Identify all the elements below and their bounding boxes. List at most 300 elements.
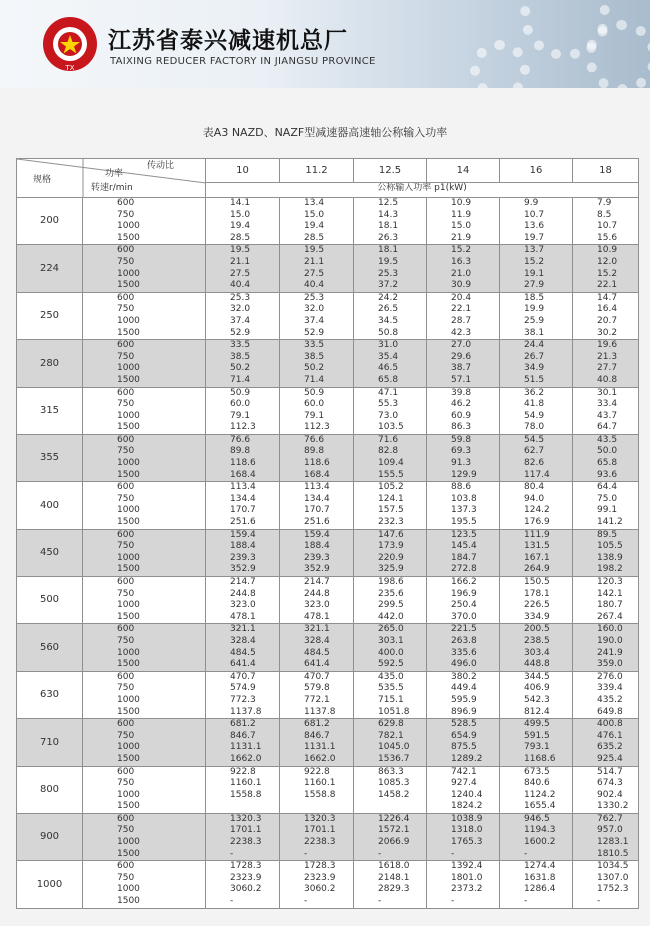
speed-value: 1500 [117, 611, 140, 622]
speed-value: 600 [117, 671, 135, 682]
power-value: 220.9 [378, 552, 404, 563]
power-value: 25.9 [524, 315, 545, 326]
power-value: 46.5 [378, 363, 399, 374]
power-value: 1137.8 [230, 706, 262, 717]
speed-value: 1000 [117, 505, 140, 516]
power-cell [280, 719, 354, 766]
power-cell [573, 861, 639, 908]
power-value: 82.6 [524, 458, 545, 469]
power-value: 25.3 [378, 268, 399, 279]
power-value: 76.6 [304, 434, 325, 445]
power-value: 238.5 [524, 635, 550, 646]
power-value: 514.7 [597, 766, 623, 777]
power-value: 21.0 [451, 268, 472, 279]
power-value: 2148.1 [378, 872, 410, 883]
power-value: 321.1 [304, 624, 330, 635]
power-cell [354, 292, 427, 339]
power-value: 3060.2 [230, 884, 262, 895]
power-value: 535.5 [378, 683, 404, 694]
table-row [17, 387, 639, 434]
power-value: 40.4 [230, 280, 251, 291]
power-value: 272.8 [451, 564, 477, 575]
power-value: 195.5 [451, 517, 477, 528]
size-cell: 630 [17, 671, 83, 718]
power-cell [206, 719, 280, 766]
power-value: 380.2 [451, 671, 477, 682]
power-cell [500, 577, 573, 624]
speed-value: 750 [117, 256, 135, 267]
power-value: 1131.1 [230, 742, 262, 753]
gear-decoration [585, 20, 650, 88]
power-value: 39.8 [451, 387, 472, 398]
size-cell: 355 [17, 434, 83, 481]
power-value: 159.4 [304, 529, 330, 540]
power-value: 1572.1 [378, 825, 410, 836]
power-cell [500, 719, 573, 766]
power-cell [280, 671, 354, 718]
power-value: 32.0 [230, 304, 251, 315]
power-value: 196.9 [451, 588, 477, 599]
speed-value: 750 [117, 872, 135, 883]
speed-value: 1000 [117, 458, 140, 469]
speed-value: 1500 [117, 280, 140, 291]
power-value: 52.9 [304, 327, 325, 338]
power-value: 35.4 [378, 351, 399, 362]
speed-value: 1000 [117, 742, 140, 753]
power-value: 654.9 [451, 730, 477, 741]
power-value: 26.7 [524, 351, 545, 362]
power-cell [206, 671, 280, 718]
power-value: 28.7 [451, 315, 472, 326]
power-value: 137.3 [451, 505, 477, 516]
power-value: 12.5 [378, 198, 399, 208]
power-value: 1631.8 [524, 872, 556, 883]
ratio-cell: 18 [573, 159, 639, 183]
power-value: 30.1 [597, 387, 618, 398]
speed-cell [83, 292, 206, 339]
power-value: 166.2 [451, 577, 477, 587]
power-value: 235.6 [378, 588, 404, 599]
power-value: 50.2 [230, 363, 251, 374]
power-cell [427, 529, 500, 576]
power-value: 2829.3 [378, 884, 410, 895]
power-cell [280, 861, 354, 908]
power-value: 1558.8 [230, 789, 262, 800]
power-cell [500, 813, 573, 860]
size-cell: 224 [17, 245, 83, 292]
speed-value: 1000 [117, 410, 140, 421]
power-cell [280, 813, 354, 860]
power-value: 1034.5 [597, 861, 629, 872]
speed-value: 1500 [117, 896, 140, 907]
power-value: 79.1 [230, 410, 251, 421]
power-cell [427, 434, 500, 481]
power-value: 214.7 [230, 577, 256, 587]
table-caption: 表A3 NAZD、NAZF型减速器高速轴公称输入功率 [202, 126, 448, 139]
speed-value: 600 [117, 624, 135, 635]
power-value: - [378, 896, 382, 907]
power-value: 200.5 [524, 624, 550, 635]
power-value: 1618.0 [378, 861, 410, 872]
power-value: 793.1 [524, 742, 550, 753]
power-value: - [597, 896, 601, 907]
power-value: 27.5 [230, 268, 251, 279]
power-value: 14.1 [230, 198, 251, 208]
power-cell [500, 624, 573, 671]
power-value: 131.5 [524, 541, 550, 552]
speed-value: 750 [117, 825, 135, 836]
table-row [17, 340, 639, 387]
table-row [17, 482, 639, 529]
power-value: 64.7 [597, 422, 618, 433]
power-cell [206, 577, 280, 624]
speed-value: 1500 [117, 517, 140, 528]
power-value: 435.2 [597, 694, 623, 705]
power-value: 241.9 [597, 647, 623, 658]
power-value: - [524, 848, 528, 859]
power-value: 176.9 [524, 517, 550, 528]
power-value: 43.5 [597, 434, 618, 445]
power-value: 26.3 [378, 232, 399, 243]
power-value: 28.5 [230, 232, 251, 243]
page-header [0, 0, 650, 88]
power-value: 400.8 [597, 719, 623, 730]
corner-cell [17, 159, 206, 198]
speed-value: 1000 [117, 837, 140, 848]
power-value: 1458.2 [378, 789, 410, 800]
power-value: 15.0 [304, 209, 325, 220]
size-cell: 280 [17, 340, 83, 387]
power-cell [206, 529, 280, 576]
power-value: 1137.8 [304, 706, 336, 717]
power-value: 124.2 [524, 505, 550, 516]
power-value: - [451, 848, 455, 859]
power-value: 36.2 [524, 387, 545, 398]
power-value: 170.7 [304, 505, 330, 516]
power-value: 7.9 [597, 198, 612, 208]
power-cell [354, 340, 427, 387]
speed-cell [83, 766, 206, 813]
speed-cell [83, 813, 206, 860]
power-cell [427, 766, 500, 813]
power-value: 1240.4 [451, 789, 483, 800]
power-value: 323.0 [230, 600, 256, 611]
power-value: 1160.1 [230, 778, 262, 789]
size-cell: 560 [17, 624, 83, 671]
power-value: 2066.9 [378, 837, 410, 848]
power-cell [206, 434, 280, 481]
speed-value: 1500 [117, 659, 140, 670]
power-cell [206, 624, 280, 671]
power-value: 138.9 [597, 552, 623, 563]
power-value: 19.4 [230, 221, 251, 232]
power-cell [206, 482, 280, 529]
power-cell [280, 766, 354, 813]
power-value: 82.8 [378, 446, 399, 457]
power-value: 109.4 [378, 458, 404, 469]
power-value: 715.1 [378, 694, 404, 705]
power-value: 1536.7 [378, 753, 410, 764]
power-value: 34.5 [378, 315, 399, 326]
power-value: 41.8 [524, 399, 545, 410]
company-logo [40, 14, 100, 74]
power-value: 38.5 [304, 351, 325, 362]
power-value: 60.9 [451, 410, 472, 421]
power-value: 406.9 [524, 683, 550, 694]
power-cell [280, 434, 354, 481]
power-value: 449.4 [451, 683, 477, 694]
power-cell [354, 529, 427, 576]
speed-cell [83, 624, 206, 671]
power-value: 157.5 [378, 505, 404, 516]
power-value: 120.3 [597, 577, 623, 587]
table-row [17, 292, 639, 339]
power-value: 528.5 [451, 719, 477, 730]
speed-value: 750 [117, 399, 135, 410]
speed-value: 1000 [117, 884, 140, 895]
power-value: 922.8 [230, 766, 256, 777]
power-value: 38.1 [524, 327, 545, 338]
power-value: 69.3 [451, 446, 472, 457]
power-value: 18.5 [524, 292, 545, 303]
power-cell [354, 719, 427, 766]
power-value: 922.8 [304, 766, 330, 777]
power-value: 476.1 [597, 730, 623, 741]
power-value: 168.4 [304, 469, 330, 480]
power-value: 251.6 [304, 517, 330, 528]
speed-cell [83, 434, 206, 481]
table-row [17, 671, 639, 718]
speed-cell [83, 577, 206, 624]
power-value: 742.1 [451, 766, 477, 777]
power-value: 16.3 [451, 256, 472, 267]
logo-lettering: TX [65, 64, 75, 72]
speed-value: 600 [117, 813, 135, 824]
power-value: 65.8 [378, 374, 399, 385]
power-value: 10.7 [597, 221, 618, 232]
power-value: 145.4 [451, 541, 477, 552]
power-value: 1701.1 [304, 825, 336, 836]
power-value: 33.5 [304, 340, 325, 351]
size-cell: 400 [17, 482, 83, 529]
power-value: 54.5 [524, 434, 545, 445]
speed-value: 600 [117, 719, 135, 730]
speed-value: 600 [117, 766, 135, 777]
power-value: 147.6 [378, 529, 404, 540]
power-value: 1124.2 [524, 789, 556, 800]
power-value: 276.0 [597, 671, 623, 682]
power-value: 265.0 [378, 624, 404, 635]
power-value [304, 801, 353, 813]
power-value: 328.4 [304, 635, 330, 646]
power-value: 674.3 [597, 778, 623, 789]
power-cell [500, 671, 573, 718]
power-cell [280, 245, 354, 292]
power-value: 946.5 [524, 813, 550, 824]
speed-cell [83, 387, 206, 434]
power-value: 40.8 [597, 374, 618, 385]
power-value: 79.1 [304, 410, 325, 421]
power-value: 50.9 [304, 387, 325, 398]
speed-value: 1000 [117, 221, 140, 232]
table-row [17, 198, 639, 245]
power-value: 141.2 [597, 517, 623, 528]
power-value: 299.5 [378, 600, 404, 611]
table-row [17, 813, 639, 860]
power-value: 335.6 [451, 647, 477, 658]
power-value: 244.8 [304, 588, 330, 599]
speed-value: 750 [117, 446, 135, 457]
power-value: 178.1 [524, 588, 550, 599]
power-cell [573, 529, 639, 576]
power-value: 542.3 [524, 694, 550, 705]
power-value: 75.0 [597, 493, 618, 504]
table-row [17, 245, 639, 292]
power-value: 134.4 [230, 493, 256, 504]
power-value: 267.4 [597, 611, 623, 622]
power-cell [427, 340, 500, 387]
power-value: 80.4 [524, 482, 545, 493]
power-value: 19.9 [524, 304, 545, 315]
power-value: 1131.1 [304, 742, 336, 753]
power-value: 30.9 [451, 280, 472, 291]
power-cell [354, 861, 427, 908]
table-row [17, 577, 639, 624]
ratio-cell: 12.5 [354, 159, 427, 183]
power-value: 334.9 [524, 611, 550, 622]
speed-value: 600 [117, 292, 135, 303]
power-cell [427, 624, 500, 671]
size-header-label: 规格 [33, 175, 52, 185]
table-row [17, 766, 639, 813]
power-value: 89.5 [597, 529, 618, 540]
power-value: 681.2 [304, 719, 330, 730]
power-value: 400.0 [378, 647, 404, 658]
power-cell [500, 198, 573, 245]
power-value: 18.1 [378, 245, 399, 256]
power-value: 592.5 [378, 659, 404, 670]
power-value: 772.1 [304, 694, 330, 705]
power-cell [354, 387, 427, 434]
power-value: 635.2 [597, 742, 623, 753]
power-value: 591.5 [524, 730, 550, 741]
power-value: 168.4 [230, 469, 256, 480]
power-cell [206, 813, 280, 860]
power-value: 26.5 [378, 304, 399, 315]
ratio-header-row [17, 159, 639, 183]
power-value: 221.5 [451, 624, 477, 635]
power-value: 47.1 [378, 387, 399, 398]
speed-cell [83, 529, 206, 576]
power-table [16, 158, 639, 909]
power-value: 64.4 [597, 482, 618, 493]
power-value: 21.3 [597, 351, 618, 362]
power-value: 10.7 [524, 209, 545, 220]
power-value: 91.3 [451, 458, 472, 469]
power-value: 19.5 [378, 256, 399, 267]
power-value: 11.9 [451, 209, 472, 220]
company-name-cn: 江苏省泰兴减速机总厂 [108, 28, 348, 54]
speed-value: 1500 [117, 706, 140, 717]
power-value: 1701.1 [230, 825, 262, 836]
power-value: 2238.3 [230, 837, 262, 848]
power-value: 470.7 [230, 671, 256, 682]
power-value: 15.2 [451, 245, 472, 256]
power-cell [573, 482, 639, 529]
speed-value: 750 [117, 541, 135, 552]
power-value: 184.7 [451, 552, 477, 563]
power-cell [206, 387, 280, 434]
speed-value: 1500 [117, 374, 140, 385]
power-value: 180.7 [597, 600, 623, 611]
power-value: 1824.2 [451, 801, 483, 812]
power-value: 2238.3 [304, 837, 336, 848]
size-cell: 315 [17, 387, 83, 434]
power-value: 188.4 [230, 541, 256, 552]
power-cell [500, 482, 573, 529]
power-value: 19.5 [230, 245, 251, 256]
power-value: 2323.9 [304, 872, 336, 883]
power-value: 846.7 [304, 730, 330, 741]
power-value: 239.3 [230, 552, 256, 563]
power-value: 93.6 [597, 469, 618, 480]
power-cell [573, 245, 639, 292]
table-row [17, 434, 639, 481]
speed-value: 600 [117, 434, 135, 445]
speed-value: 1500 [117, 564, 140, 575]
power-value: 10.9 [451, 198, 472, 208]
power-cell [354, 766, 427, 813]
company-name-en: TAIXING REDUCER FACTORY IN JIANGSU PROVINCE [110, 56, 376, 67]
speed-value: 600 [117, 861, 135, 872]
power-value: 496.0 [451, 659, 477, 670]
power-value: 25.3 [304, 292, 325, 303]
power-value: 1728.3 [230, 861, 262, 872]
power-cell [500, 861, 573, 908]
speed-value: 600 [117, 529, 135, 540]
power-value: 470.7 [304, 671, 330, 682]
power-value: 112.3 [304, 422, 330, 433]
power-value: 1168.6 [524, 753, 556, 764]
power-value: 59.8 [451, 434, 472, 445]
power-value: - [524, 896, 528, 907]
power-value: 2323.9 [230, 872, 262, 883]
power-cell [573, 387, 639, 434]
power-value: 198.6 [378, 577, 404, 587]
power-value: 24.4 [524, 340, 545, 351]
power-value: 34.9 [524, 363, 545, 374]
power-value: 1289.2 [451, 753, 483, 764]
power-value: 54.9 [524, 410, 545, 421]
power-value: 352.9 [230, 564, 256, 575]
power-value: 1283.1 [597, 837, 629, 848]
power-value: 88.6 [451, 482, 472, 493]
power-value: 73.0 [378, 410, 399, 421]
power-value: 896.9 [451, 706, 477, 717]
speed-value: 750 [117, 493, 135, 504]
power-value: 264.9 [524, 564, 550, 575]
speed-value: 1000 [117, 694, 140, 705]
power-value: 113.4 [304, 482, 330, 493]
power-value: - [451, 896, 455, 907]
power-cell [354, 482, 427, 529]
power-value: 448.8 [524, 659, 550, 670]
power-value: 673.5 [524, 766, 550, 777]
power-value: 251.6 [230, 517, 256, 528]
power-value: 478.1 [230, 611, 256, 622]
power-cell [354, 577, 427, 624]
power-cell [573, 198, 639, 245]
